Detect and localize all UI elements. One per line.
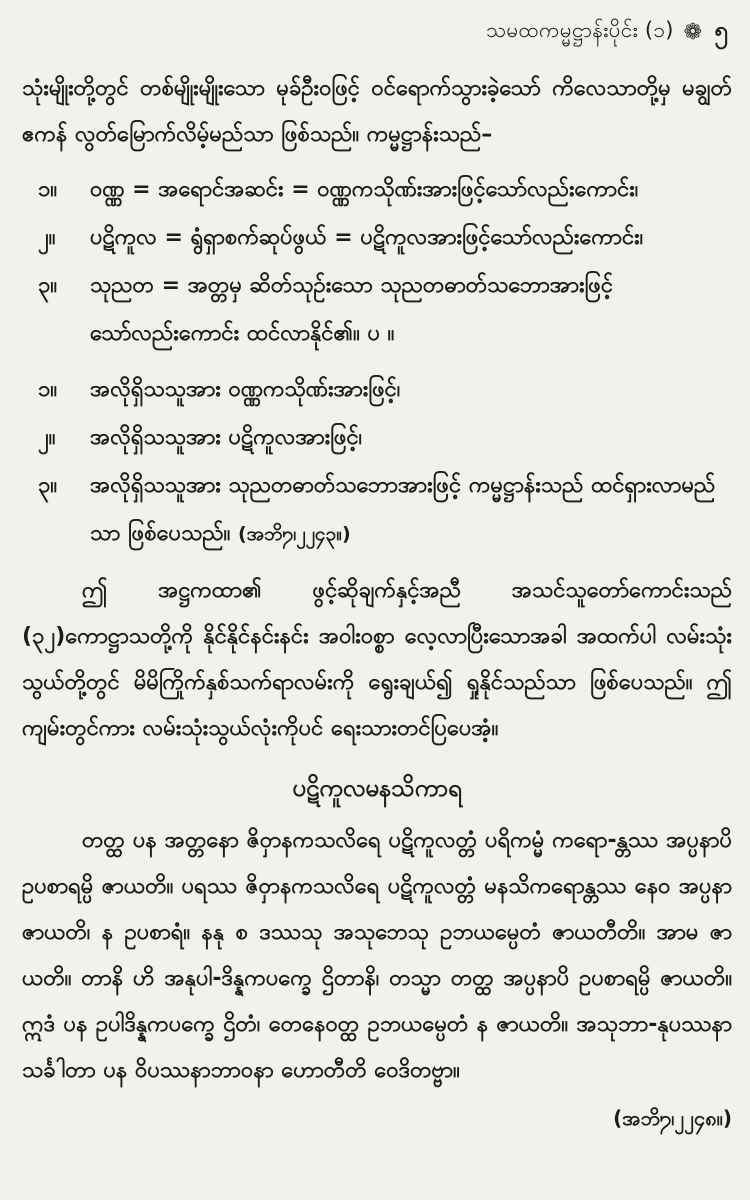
pali-paragraph: တတ္ထ ပန အတ္တနော ဇိဝှာနကသလိရေ ပဋိကူလတ္တံ ပရိကမ္မံ ကရော-န္တဿ အပ္ပနာပိ ဥပစာရမ္ပိ ဇာယတိ။ ပရဿ ဇိဝှာနကသလိရေ ပဋိကူလတ္တံ မနသိကရောန္တဿ နေဝ အပ္ပနာ ဇာယတိ၊ န ဥပစာရံ။ နနု စ ဒဿသု အသုဘေသု ဥဘယမ္ပေတံ ဇာယတီတိ။ အာမ ဇာယတိ။ တာနိ ဟိ အနုပါ-ဒိန္နကပက္ခေ ဌိတာနိ၊ တသ္မာ တတ္ထ အပ္ပနာပိ ဥပစာရမ္ပိ ဇာယတိ။ ဣဒံ ပန ဥပါဒိန္နကပက္ခေ ဌိတံ၊ တေနေဝတ္ထ ဥဘယမ္ပေတံ န ဇာယတိ။ အသုဘာ-နုပဿနာသင်္ခါတာ ပန ဝိပဿနာဘာဝနာ ဟောတီတိ ဝေဒိတဗ္ဗာ။	[22, 828, 732, 1083]
list-number: ၁။	[38, 377, 58, 402]
list-text: အလိုရှိသသူအား သုညတဓာတ်သဘောအားဖြင့် ကမ္မဋ္ဌာန်းသည် ထင်ရှားလာမည်သာ ဖြစ်ပေသည်။	[90, 473, 716, 546]
list-text: ဝဏ္ဏ = အရောင်အဆင်း = ဝဏ္ဏကသိုဏ်းအားဖြင့်သော်လည်းကောင်း၊	[90, 177, 639, 202]
list-text-with-citation	[90, 462, 732, 558]
list-text: ပဋိကူလ = ရွံရှာစက်ဆုပ်ဖွယ် = ပဋိကူလအားဖြင့်သော်လည်းကောင်း၊	[90, 225, 644, 250]
intro-paragraph: သုံးမျိုးတို့တွင် တစ်မျိုးမျိုးသော မုခ်ဦးဝဖြင့် ဝင်ရောက်သွားခဲ့သော် ကိလေသာတို့မှ မချွတ်ဧကန် လွတ်မြောက်လိမ့်မည်သာ ဖြစ်သည်။ ကမ္မဋ္ဌာန်းသည်–	[22, 76, 732, 147]
list-number: ၁။	[38, 177, 58, 202]
page-content	[22, 66, 732, 1136]
page-header	[22, 14, 728, 50]
section-heading: ပဋိကူလမနသိကာရ	[292, 774, 462, 802]
list-item	[22, 262, 732, 358]
list-number: ၂။	[38, 225, 56, 250]
list-item	[22, 166, 732, 214]
list-text: အလိုရှိသသူအား ဝဏ္ဏကသိုဏ်းအားဖြင့်၊	[90, 377, 401, 402]
aspects-list	[22, 166, 732, 358]
page-number: ၅	[714, 16, 728, 44]
list-text: သုညတ = အတ္တမှ ဆိတ်သုဉ်းသော သုညတဓာတ်သဘောအားဖြင့် သော်လည်းကောင်း ထင်လာနိုင်၏။ ပ ။	[90, 273, 614, 346]
list-text: အလိုရှိသသူအား ပဋိကူလအားဖြင့်၊	[90, 425, 363, 450]
preference-list	[22, 366, 732, 558]
list-number: ၃။	[38, 473, 58, 498]
list-number: ၃။	[38, 273, 58, 298]
running-title: သမထကမ္မဋ္ဌာန်းပိုင်း (၁)	[485, 17, 674, 42]
inline-citation: (အဘိ႒၊၂၂၄၃။)	[237, 523, 351, 545]
body-paragraph: ဤ အဋ္ဌကထာ၏ ဖွင့်ဆိုချက်နှင့်အညီ အသင်သူတော်ကောင်းသည် (၃၂)ကောဋ္ဌာသတို့ကို နိုင်နိုင်နင်းနင်း အဝါးဝစ္စာ လေ့လာပြီးသောအခါ အထက်ပါ လမ်းသုံးသွယ်တို့တွင် မိမိကြိုက်နှစ်သက်ရာလမ်းကို ရွေးချယ်၍ ရှုနိုင်သည်သာ ဖြစ်ပေသည်။ ဤကျမ်းတွင်ကား လမ်းသုံးသွယ်လုံးကိုပင် ရေးသားတင်ပြပေအံ့။	[22, 578, 732, 741]
final-citation: (အဘိ႒၊၂၂၄၈။)	[613, 1106, 732, 1130]
list-number: ၂။	[38, 425, 56, 450]
list-item	[22, 214, 732, 262]
list-item	[22, 366, 732, 414]
list-item	[22, 462, 732, 558]
list-item	[22, 414, 732, 462]
flower-ornament-icon: ❁	[683, 19, 703, 45]
